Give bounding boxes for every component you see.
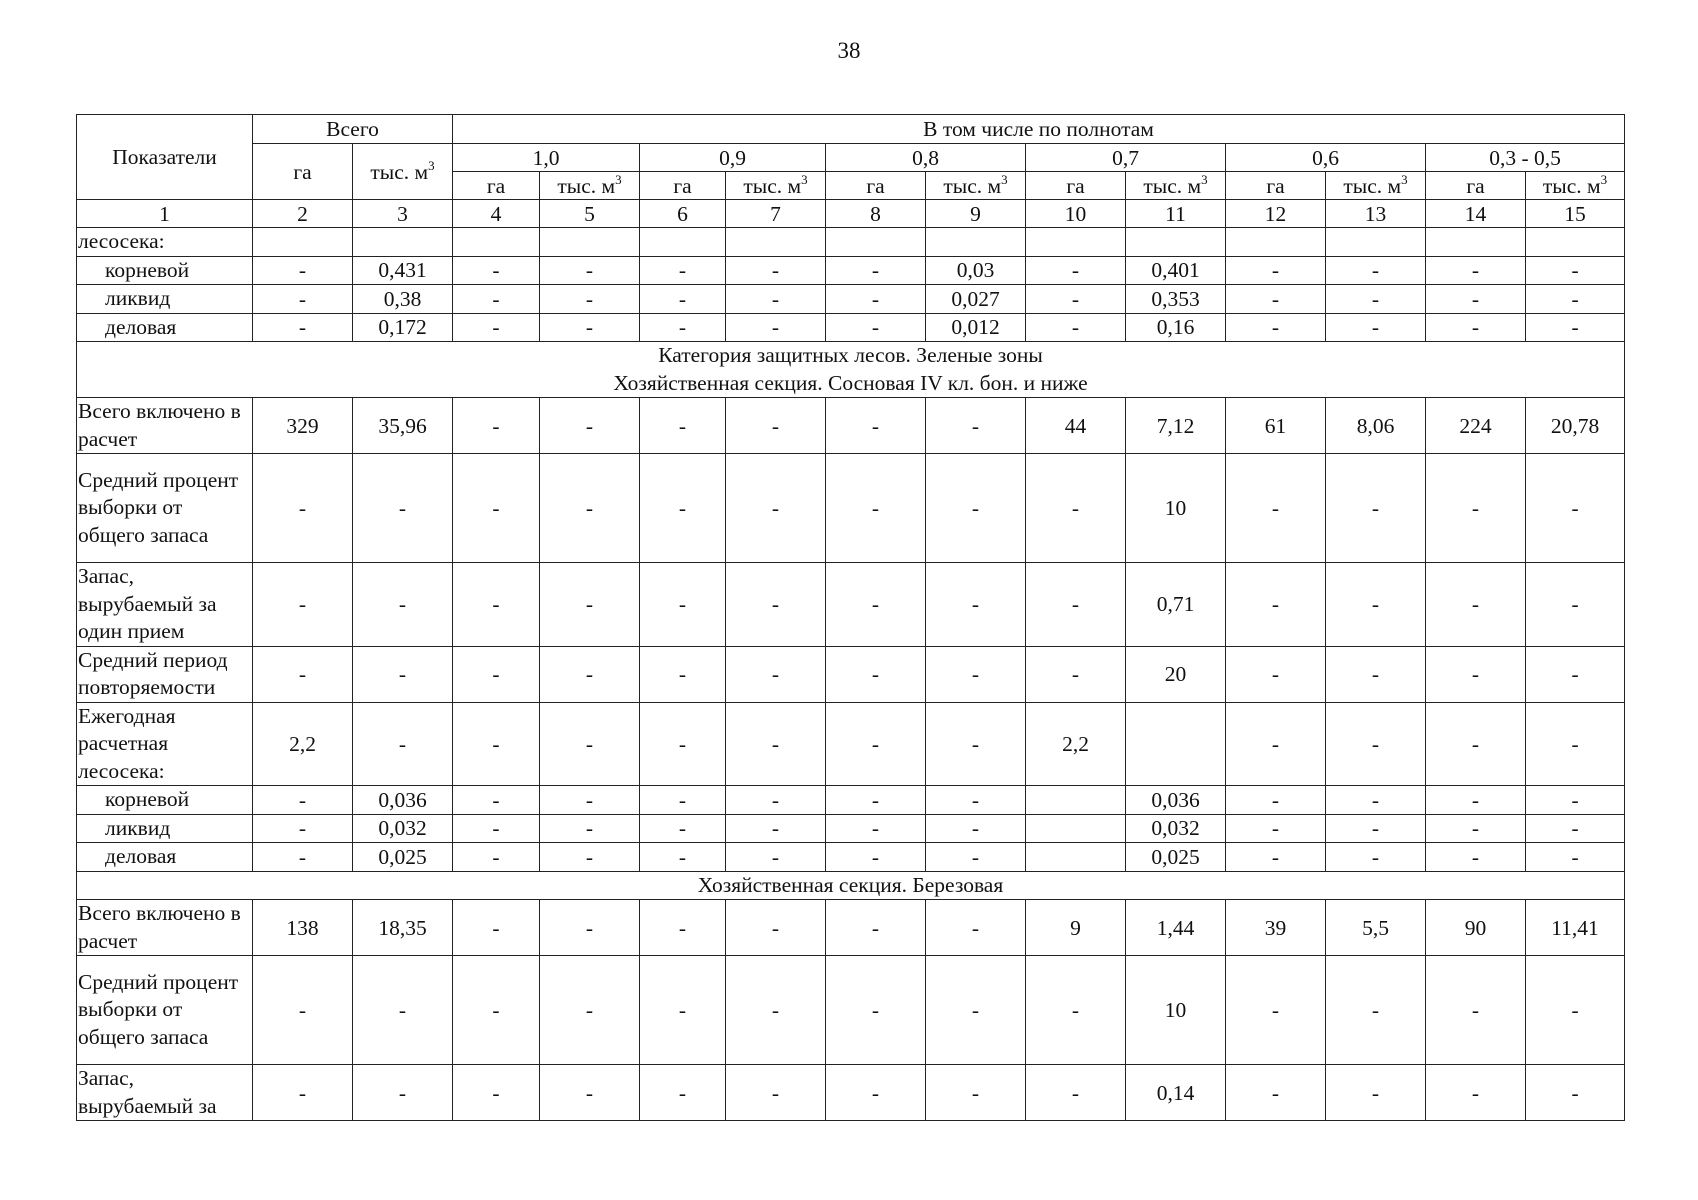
section-row [77, 342, 1625, 398]
data-cell: 0,025 [353, 843, 453, 872]
column-number: 9 [926, 200, 1026, 228]
data-cell: - [1426, 843, 1526, 872]
column-number: 12 [1226, 200, 1326, 228]
data-cell: - [726, 285, 826, 314]
data-cell: - [1226, 454, 1326, 563]
data-cell: - [826, 1065, 926, 1121]
data-cell [540, 228, 640, 257]
data-cell: - [453, 563, 540, 647]
row-label: Всего включено в расчет [77, 398, 253, 454]
column-number: 3 [353, 200, 453, 228]
row-label: деловая [77, 313, 253, 342]
column-number: 2 [253, 200, 353, 228]
data-cell: - [1526, 646, 1625, 702]
data-cell: 0,03 [926, 256, 1026, 285]
header-density-5: 0,6 [1226, 144, 1426, 172]
data-cell: - [1026, 563, 1126, 647]
header-density-2: 0,9 [640, 144, 826, 172]
data-cell: - [253, 256, 353, 285]
data-cell: 18,35 [353, 900, 453, 956]
data-cell: - [253, 1065, 353, 1121]
data-cell: - [1526, 843, 1625, 872]
data-cell [1126, 228, 1226, 257]
data-cell: - [726, 814, 826, 843]
row-label: корневой [77, 786, 253, 815]
row-label: лесосека: [77, 228, 253, 257]
data-cell: - [1326, 285, 1426, 314]
data-cell: - [926, 702, 1026, 786]
data-cell: - [1226, 814, 1326, 843]
unit-vol-cell: тыс. $м^3$ [1326, 172, 1426, 200]
data-cell: 0,38 [353, 285, 453, 314]
data-cell: - [1326, 814, 1426, 843]
data-cell: - [826, 843, 926, 872]
row-label: деловая [77, 843, 253, 872]
data-cell: - [926, 646, 1026, 702]
data-cell: - [640, 1065, 726, 1121]
data-cell: - [540, 398, 640, 454]
data-cell: 5,5 [1326, 900, 1426, 956]
data-cell: 0,71 [1126, 563, 1226, 647]
table-row [77, 956, 1625, 1065]
data-cell: - [826, 900, 926, 956]
data-cell: - [1226, 786, 1326, 815]
data-cell: - [826, 313, 926, 342]
data-cell: 0,036 [1126, 786, 1226, 815]
data-cell: - [640, 814, 726, 843]
row-label: Запас, вырубаемый за один прием [77, 563, 253, 647]
unit-vol-cell: тыс. $м^3$ [540, 172, 640, 200]
data-cell: - [1426, 786, 1526, 815]
data-cell: - [1426, 646, 1526, 702]
unit-vol-cell: тыс. $м^3$ [726, 172, 826, 200]
data-cell: - [453, 646, 540, 702]
data-cell [1026, 786, 1126, 815]
data-cell: - [726, 563, 826, 647]
row-label: Запас, вырубаемый за [77, 1065, 253, 1121]
column-number: 5 [540, 200, 640, 228]
data-cell: 0,14 [1126, 1065, 1226, 1121]
data-cell: - [353, 702, 453, 786]
data-cell: 8,06 [1326, 398, 1426, 454]
data-cell: - [1026, 646, 1126, 702]
row-label: Средний процент выборки от общего запаса [77, 956, 253, 1065]
unit-ha-cell: га [1026, 172, 1126, 200]
data-cell [353, 228, 453, 257]
data-cell: 0,353 [1126, 285, 1226, 314]
data-cell: - [926, 956, 1026, 1065]
data-cell: - [726, 313, 826, 342]
data-cell: - [1326, 313, 1426, 342]
data-cell: 2,2 [1026, 702, 1126, 786]
data-cell [1026, 814, 1126, 843]
data-cell: 0,012 [926, 313, 1026, 342]
data-cell: - [1526, 956, 1625, 1065]
data-cell: - [540, 814, 640, 843]
data-cell: - [1226, 285, 1326, 314]
data-cell: - [1426, 285, 1526, 314]
data-cell: - [826, 702, 926, 786]
table-row [77, 313, 1625, 342]
header-density-3: 0,8 [826, 144, 1026, 172]
forest-table [76, 114, 1625, 1121]
section-row [77, 871, 1625, 900]
data-cell: - [826, 786, 926, 815]
header-total-ha: га [253, 144, 353, 200]
data-cell: - [540, 843, 640, 872]
row-label: Всего включено в расчет [77, 900, 253, 956]
data-cell: - [453, 843, 540, 872]
unit-ha-cell: га [1226, 172, 1326, 200]
data-cell: - [1326, 563, 1426, 647]
header-density-6: 0,3 - 0,5 [1426, 144, 1625, 172]
data-cell: - [453, 702, 540, 786]
table-row [77, 814, 1625, 843]
data-cell [640, 228, 726, 257]
data-cell: - [1426, 956, 1526, 1065]
data-cell: 0,036 [353, 786, 453, 815]
data-cell: - [1026, 313, 1126, 342]
unit-ha-cell: га [453, 172, 540, 200]
data-cell: - [640, 398, 726, 454]
data-cell: - [253, 843, 353, 872]
data-cell: - [1426, 1065, 1526, 1121]
table-row [77, 702, 1625, 786]
data-cell: - [826, 285, 926, 314]
data-cell: - [1526, 563, 1625, 647]
data-cell [253, 228, 353, 257]
data-cell: 10 [1126, 454, 1226, 563]
row-label: ликвид [77, 814, 253, 843]
data-cell: - [640, 454, 726, 563]
data-cell: - [1526, 814, 1625, 843]
data-cell: - [826, 256, 926, 285]
data-cell: - [726, 786, 826, 815]
data-cell: - [1526, 285, 1625, 314]
unit-ha-cell: га [826, 172, 926, 200]
data-cell: - [1526, 256, 1625, 285]
data-cell [1526, 228, 1625, 257]
data-cell: - [1226, 1065, 1326, 1121]
data-cell: - [726, 398, 826, 454]
data-cell: - [1026, 256, 1126, 285]
data-cell: - [453, 285, 540, 314]
data-cell: - [640, 956, 726, 1065]
table-row [77, 228, 1625, 257]
data-cell: - [1526, 1065, 1625, 1121]
data-cell: - [353, 646, 453, 702]
data-cell: - [926, 814, 1026, 843]
data-cell: - [353, 956, 453, 1065]
data-cell: - [826, 646, 926, 702]
data-cell: 138 [253, 900, 353, 956]
table-row [77, 285, 1625, 314]
data-cell [826, 228, 926, 257]
data-cell: 44 [1026, 398, 1126, 454]
data-cell: - [1026, 285, 1126, 314]
data-cell: - [726, 1065, 826, 1121]
data-cell [453, 228, 540, 257]
data-cell [1326, 228, 1426, 257]
unit-vol-cell: тыс. $м^3$ [926, 172, 1026, 200]
table-row [77, 843, 1625, 872]
data-cell: - [540, 285, 640, 314]
data-cell: - [453, 900, 540, 956]
data-cell: - [453, 398, 540, 454]
data-cell: - [253, 563, 353, 647]
unit-vol-cell: тыс. $м^3$ [1126, 172, 1226, 200]
unit-ha-cell: га [1426, 172, 1526, 200]
data-cell: - [540, 900, 640, 956]
data-cell: 20,78 [1526, 398, 1625, 454]
data-cell: - [1426, 563, 1526, 647]
data-cell: - [726, 956, 826, 1065]
header-density-1: 1,0 [453, 144, 640, 172]
data-cell: - [453, 313, 540, 342]
data-cell: - [1226, 563, 1326, 647]
data-cell: - [453, 786, 540, 815]
data-cell: - [726, 900, 826, 956]
table-row [77, 1065, 1625, 1121]
data-cell: - [1426, 256, 1526, 285]
table-row [77, 646, 1625, 702]
data-cell: - [540, 1065, 640, 1121]
data-cell: - [640, 843, 726, 872]
data-cell: - [640, 646, 726, 702]
row-label: корневой [77, 256, 253, 285]
data-cell: - [926, 1065, 1026, 1121]
data-cell [1226, 228, 1326, 257]
data-cell: - [253, 646, 353, 702]
table-row [77, 900, 1625, 956]
section-title-line: Хозяйственная секция. Сосновая IV кл. бон. и ниже [613, 370, 1088, 395]
column-number: 14 [1426, 200, 1526, 228]
column-number: 8 [826, 200, 926, 228]
data-cell: 39 [1226, 900, 1326, 956]
data-cell: - [640, 313, 726, 342]
data-cell: - [726, 702, 826, 786]
data-cell: - [353, 454, 453, 563]
data-cell: - [253, 814, 353, 843]
row-label: Ежегодная расчетная лесосека: [77, 702, 253, 786]
data-cell: - [1426, 814, 1526, 843]
data-cell: - [453, 956, 540, 1065]
unit-ha-cell: га [640, 172, 726, 200]
data-cell: 0,025 [1126, 843, 1226, 872]
data-cell: - [1326, 786, 1426, 815]
data-cell: - [540, 563, 640, 647]
data-cell: - [1226, 646, 1326, 702]
data-cell: - [640, 702, 726, 786]
data-cell: - [1326, 956, 1426, 1065]
header-density-4: 0,7 [1026, 144, 1226, 172]
row-label: Средний процент выборки от общего запаса [77, 454, 253, 563]
data-cell: 0,431 [353, 256, 453, 285]
unit-vol-cell: тыс. $м^3$ [1526, 172, 1625, 200]
data-cell: 20 [1126, 646, 1226, 702]
data-cell: - [826, 398, 926, 454]
data-cell: - [926, 398, 1026, 454]
data-cell: - [926, 900, 1026, 956]
data-cell: - [1526, 313, 1625, 342]
data-cell: - [353, 563, 453, 647]
data-cell: - [253, 956, 353, 1065]
column-number: 10 [1026, 200, 1126, 228]
data-cell: - [826, 563, 926, 647]
row-label: Средний период повторяемости [77, 646, 253, 702]
data-cell: - [253, 786, 353, 815]
data-cell: - [726, 454, 826, 563]
data-cell: - [1226, 313, 1326, 342]
data-cell [1426, 228, 1526, 257]
data-cell: - [1226, 702, 1326, 786]
data-cell [926, 228, 1026, 257]
data-cell: 0,032 [353, 814, 453, 843]
data-cell: 0,401 [1126, 256, 1226, 285]
data-cell: 10 [1126, 956, 1226, 1065]
data-cell: - [726, 256, 826, 285]
column-number: 6 [640, 200, 726, 228]
data-cell: - [1026, 454, 1126, 563]
data-cell: 2,2 [253, 702, 353, 786]
data-cell: 329 [253, 398, 353, 454]
table-row [77, 786, 1625, 815]
table-body [77, 228, 1625, 1121]
data-cell: - [253, 313, 353, 342]
section-title-line: Категория защитных лесов. Зеленые зоны [658, 343, 1043, 367]
data-cell: - [540, 313, 640, 342]
column-number-row [77, 200, 1625, 228]
data-cell: - [1326, 1065, 1426, 1121]
data-cell: 9 [1026, 900, 1126, 956]
data-cell [726, 228, 826, 257]
data-cell: - [540, 646, 640, 702]
data-cell: - [540, 702, 640, 786]
data-cell: - [1326, 454, 1426, 563]
table-row [77, 454, 1625, 563]
data-cell: - [926, 563, 1026, 647]
header-total: Всего [253, 115, 453, 144]
data-cell: - [926, 786, 1026, 815]
data-cell: - [1426, 702, 1526, 786]
section-title [77, 342, 1625, 398]
data-cell: - [1226, 256, 1326, 285]
data-cell [1026, 228, 1126, 257]
data-cell: - [453, 1065, 540, 1121]
data-cell: - [540, 256, 640, 285]
data-cell: - [826, 956, 926, 1065]
data-cell: - [1526, 786, 1625, 815]
header-by-density: В том числе по полнотам [453, 115, 1625, 144]
column-number: 4 [453, 200, 540, 228]
data-cell: - [1326, 256, 1426, 285]
data-cell: 224 [1426, 398, 1526, 454]
data-cell: - [253, 454, 353, 563]
section-title [77, 871, 1625, 900]
data-cell: - [826, 814, 926, 843]
data-cell: - [726, 843, 826, 872]
table-row [77, 398, 1625, 454]
data-cell: - [540, 956, 640, 1065]
data-cell: - [540, 786, 640, 815]
data-cell: - [1526, 702, 1625, 786]
data-cell: - [453, 454, 540, 563]
header-total-vol: тыс. $м^3$ [353, 144, 453, 200]
data-cell: - [1026, 956, 1126, 1065]
column-number: 13 [1326, 200, 1426, 228]
data-cell: - [926, 454, 1026, 563]
data-cell: - [640, 563, 726, 647]
table-row [77, 256, 1625, 285]
row-label: ликвид [77, 285, 253, 314]
table-row [77, 563, 1625, 647]
data-cell: 90 [1426, 900, 1526, 956]
column-number: 11 [1126, 200, 1226, 228]
data-cell [1026, 843, 1126, 872]
page-number: 38 [837, 38, 861, 63]
data-cell: - [640, 285, 726, 314]
data-cell: - [640, 256, 726, 285]
data-cell: - [1226, 956, 1326, 1065]
data-cell: - [726, 646, 826, 702]
data-cell: 0,027 [926, 285, 1026, 314]
data-cell: 35,96 [353, 398, 453, 454]
data-cell: - [826, 454, 926, 563]
data-cell: - [926, 843, 1026, 872]
data-cell: - [1226, 843, 1326, 872]
data-cell: 61 [1226, 398, 1326, 454]
data-cell: - [453, 814, 540, 843]
data-cell: - [1426, 313, 1526, 342]
section-title-line: Хозяйственная секция. Березовая [697, 872, 1004, 897]
data-cell: 0,16 [1126, 313, 1226, 342]
data-cell: - [540, 454, 640, 563]
data-cell: 11,41 [1526, 900, 1625, 956]
data-cell: - [1326, 702, 1426, 786]
data-cell: - [640, 786, 726, 815]
data-cell: 7,12 [1126, 398, 1226, 454]
data-cell [1126, 702, 1226, 786]
header-indicators: Показатели [77, 115, 253, 200]
data-cell: - [1326, 843, 1426, 872]
data-cell: - [1326, 646, 1426, 702]
column-number: 1 [77, 200, 253, 228]
data-cell: 0,032 [1126, 814, 1226, 843]
data-cell: - [1526, 454, 1625, 563]
data-cell: 0,172 [353, 313, 453, 342]
data-cell: - [640, 900, 726, 956]
data-cell: - [453, 256, 540, 285]
data-cell: 1,44 [1126, 900, 1226, 956]
data-cell: - [353, 1065, 453, 1121]
column-number: 7 [726, 200, 826, 228]
data-cell: - [1026, 1065, 1126, 1121]
data-cell: - [253, 285, 353, 314]
data-cell: - [1426, 454, 1526, 563]
column-number: 15 [1526, 200, 1625, 228]
